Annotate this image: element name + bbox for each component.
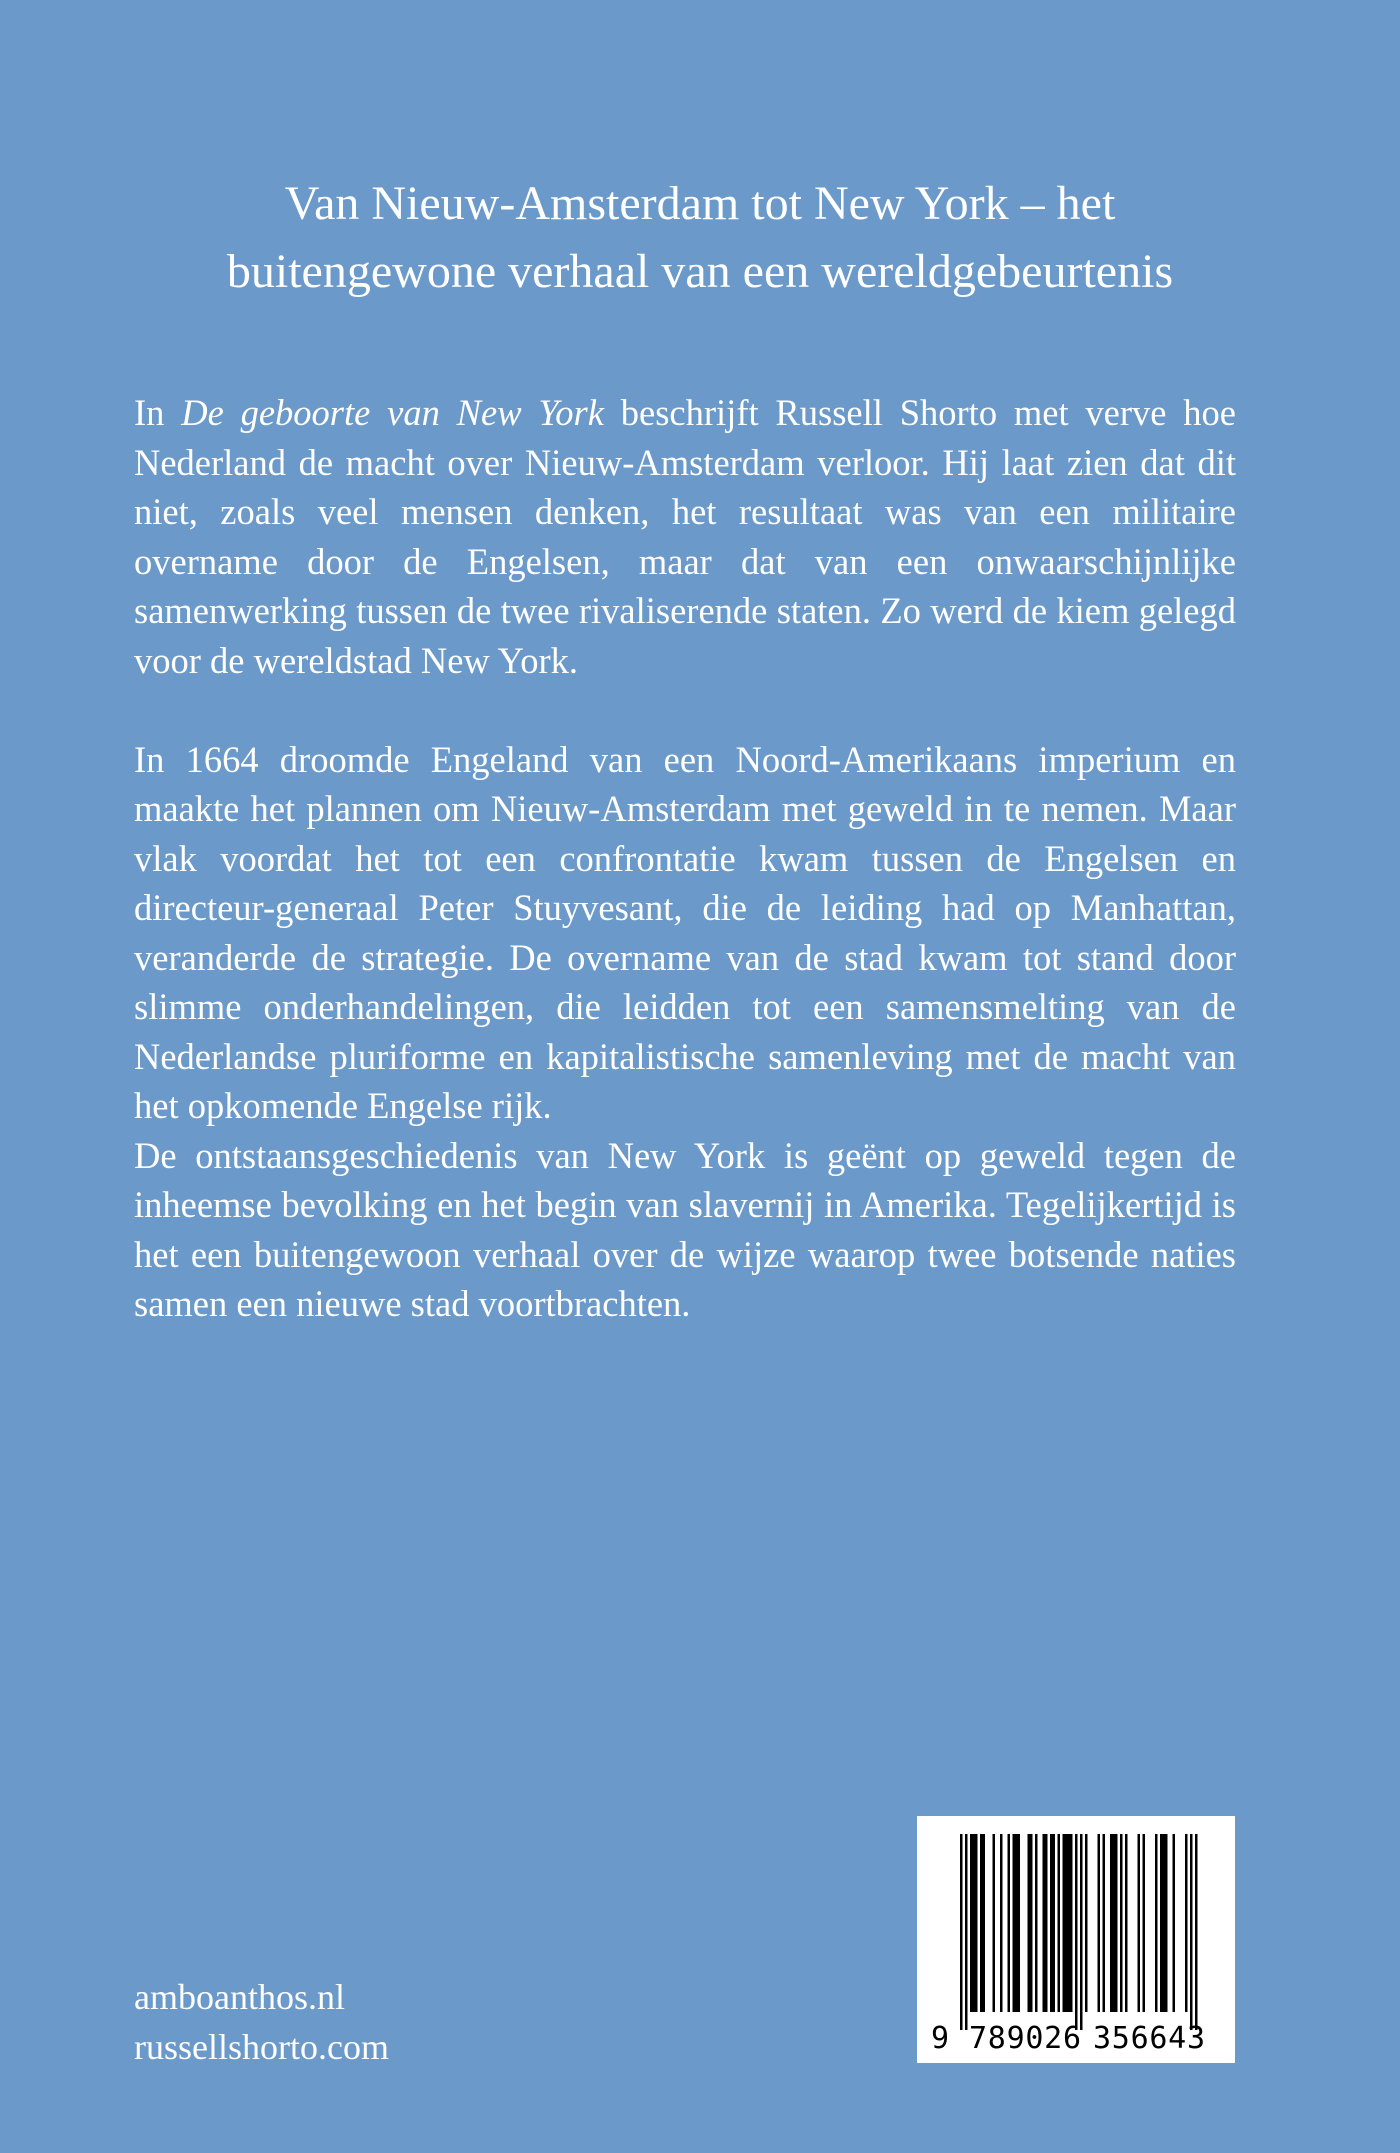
barcode-bar — [1045, 1834, 1048, 2012]
blurb-p1-lead: In — [134, 392, 182, 433]
barcode-bar — [1125, 1834, 1128, 2012]
barcode-bar — [980, 1834, 983, 2012]
barcode-bar — [1030, 1834, 1033, 2012]
website-links — [134, 1972, 389, 2072]
tagline-line-1: Van Nieuw-Amsterdam tot New York – het — [284, 177, 1116, 230]
blurb-paragraph-2: In 1664 droomde Engeland van een Noord-Amerikaans imperium en maakte het plannen om Nieuw-Amsterdam met geweld in te nemen. Maar vlak voordat het tot een confrontatie kwam tussen de Engelsen en directeur-generaal Peter Stuyvesant, die de leiding had op Manhattan, veranderde de strategie. De overname van de stad kwam tot stand door slimme onderhandelingen, die leidden tot een samensmelting van de Nederlandse pluriforme en kapitalistische samenleving met de macht van het opkomende Engelse rijk. — [134, 738, 1236, 1126]
barcode-bar — [1110, 1834, 1113, 2012]
barcode-bar — [1058, 1834, 1061, 2012]
barcode-bar — [1015, 1834, 1018, 2012]
barcode-bar — [1173, 1834, 1176, 2012]
barcode-bar — [983, 1834, 986, 2012]
barcode-bar — [1063, 1834, 1066, 2012]
publisher-link[interactable]: amboanthos.nl — [134, 1977, 345, 2017]
barcode-bars — [960, 1834, 1198, 2030]
blurb-p1-rest: beschrijft Russell Shorto met verve hoe Nederland de macht over Nieuw-Amsterdam verloor. Hij laat zien dat dit niet, zoals veel mensen denken, het resultaat was van een militaire overname door de Engelsen, maar dat van een onwaarschijnlijke samenwerking tussen de twee rivaliserende staten. Zo werd de kiem gelegd voor de wereldstad New York. — [134, 392, 1236, 681]
blurb — [134, 388, 1236, 1329]
barcode-bar — [1028, 1834, 1031, 2012]
barcode-graphic — [917, 1816, 1235, 2063]
barcode-bar — [973, 1834, 976, 2012]
barcode-bar — [1050, 1834, 1053, 2012]
barcode-bar — [1085, 1834, 1088, 2012]
barcode-bar — [1000, 1834, 1003, 2012]
tagline — [0, 170, 1400, 306]
isbn-first-digit: 9 — [931, 2021, 950, 2056]
barcode-bar — [1103, 1834, 1106, 2012]
barcode-bar — [1018, 1834, 1021, 2012]
barcode-guard-bar — [965, 1834, 968, 2030]
barcode-bar — [1053, 1834, 1056, 2012]
barcode-bar — [1163, 1834, 1166, 2012]
barcode-bar — [1113, 1834, 1116, 2012]
isbn-left-group: 789026 — [969, 2021, 1081, 2056]
isbn-barcode — [917, 1816, 1235, 2063]
barcode-bar — [1068, 1834, 1071, 2012]
barcode-bar — [1160, 1834, 1163, 2012]
barcode-bar — [1155, 1834, 1158, 2012]
barcode-bar — [1185, 1834, 1188, 2012]
tagline-line-2: buitengewone verhaal van een wereldgebeurtenis — [226, 245, 1174, 298]
barcode-bar — [1115, 1834, 1118, 2012]
barcode-bar — [1138, 1834, 1141, 2012]
blurb-paragraph-1 — [134, 388, 1236, 685]
author-site-link[interactable]: russellshorto.com — [134, 2027, 389, 2067]
barcode-bar — [1120, 1834, 1123, 2012]
barcode-guard-bar — [960, 1834, 963, 2030]
barcode-bar — [970, 1834, 973, 2012]
barcode-bar — [1143, 1834, 1146, 2012]
book-title: De geboorte van New York — [181, 392, 604, 433]
barcode-guard-bar — [1190, 1834, 1193, 2030]
barcode-guard-bar — [1195, 1834, 1198, 2030]
barcode-bar — [1035, 1834, 1038, 2012]
barcode-bar — [1013, 1834, 1016, 2012]
barcode-bar — [1065, 1834, 1068, 2012]
barcode-bar — [1070, 1834, 1073, 2012]
barcode-bar — [1165, 1834, 1168, 2012]
isbn-right-group: 356643 — [1093, 2021, 1205, 2056]
barcode-guard-bar — [1075, 1834, 1078, 2030]
barcode-bar — [1098, 1834, 1101, 2012]
barcode-bar — [1043, 1834, 1046, 2012]
barcode-bar — [993, 1834, 996, 2012]
barcode-bar — [975, 1834, 978, 2012]
barcode-guard-bar — [1080, 1834, 1083, 2030]
blurb-paragraph-3: De ontstaansgeschiedenis van New York is geënt op geweld tegen de inheemse bevolking en het begin van slavernij in Amerika. Tegelijkertijd is het een buitengewoon verhaal over de wijze waarop twee botsende naties samen een nieuwe stad voortbrachten. — [134, 1134, 1236, 1324]
barcode-bar — [1008, 1834, 1011, 2012]
